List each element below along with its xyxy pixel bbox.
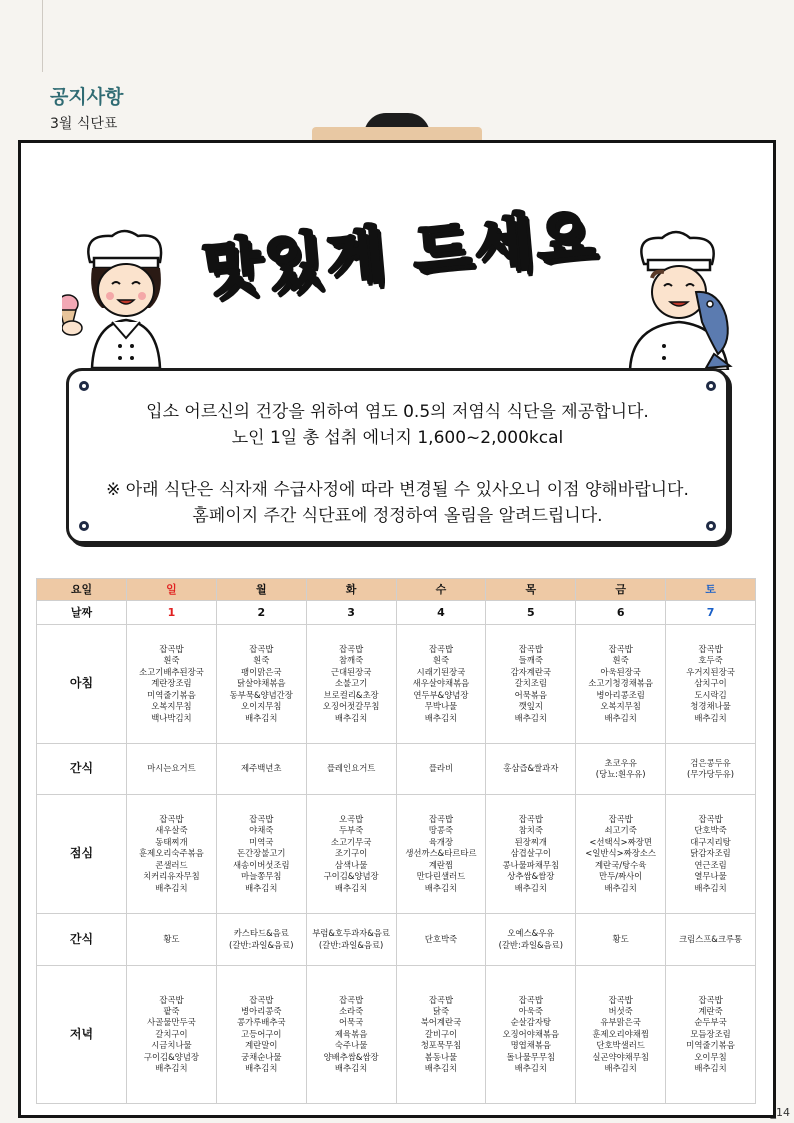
menu-item: 잡곡밥 (608, 814, 633, 825)
weekday-cell: 토 (666, 579, 756, 601)
menu-item: 조기구이 (334, 848, 368, 859)
menu-cell (486, 966, 576, 1104)
weekday-cell: 일 (127, 579, 217, 601)
menu-item: 들깨죽 (518, 655, 543, 666)
menu-item: 배추김치 (155, 882, 188, 893)
menu-item: 돈간장불고기 (236, 848, 286, 859)
menu-item: 배추김치 (694, 712, 727, 723)
menu-item: 오이지무침 (241, 701, 282, 712)
menu-item: 새우살야채볶음 (412, 678, 470, 689)
menu-cell (486, 744, 576, 795)
menu-item: 잡곡밥 (608, 644, 633, 655)
menu-item: 구이김&양념장 (143, 1051, 199, 1062)
breakfast-row (37, 625, 756, 744)
menu-item: 오징어젓갈무침 (322, 701, 380, 712)
dinner-row (37, 966, 756, 1104)
menu-item: 계란장조림 (151, 678, 192, 689)
date-cell: 7 (666, 601, 756, 625)
menu-item: 잡곡밥 (249, 644, 274, 655)
menu-item: 배추김치 (155, 1063, 188, 1074)
menu-item: 배추김치 (514, 712, 547, 723)
menu-item: 플레인요거트 (326, 763, 376, 774)
day-label-cell: 요일 (37, 579, 127, 601)
chef-man-illustration (618, 230, 743, 370)
menu-item: (당뇨:흰우유) (595, 769, 646, 779)
menu-item: 계란찜 (428, 859, 454, 870)
menu-item: 닭죽 (432, 1005, 450, 1016)
meal-label-cell: 저녁 (37, 966, 127, 1104)
menu-item: 배추김치 (424, 712, 458, 723)
menu-cell (216, 914, 306, 966)
menu-cell (486, 914, 576, 966)
menu-item: 마늘쫑무침 (241, 871, 282, 882)
menu-item: 잡곡밥 (338, 644, 364, 655)
menu-item: 참치죽 (518, 825, 543, 836)
menu-item: 오이무침 (694, 1051, 727, 1062)
menu-item: 단호박죽 (694, 825, 727, 836)
rivet-decoration (706, 521, 716, 531)
menu-item: 흰죽 (253, 655, 270, 666)
menu-cell (576, 966, 666, 1104)
menu-cell (396, 625, 486, 744)
menu-item: 계란말이 (245, 1040, 278, 1051)
menu-item: 상추쌈&쌈장 (507, 871, 555, 882)
menu-item: 부럼&호두과자&음료 (312, 928, 390, 939)
menu-item: 어묵국 (338, 1017, 364, 1028)
menu-item: 단호박샐러드 (596, 1040, 645, 1051)
menu-item: 배추김치 (604, 1063, 637, 1074)
menu-item: 동부묵&양념간장 (229, 689, 293, 700)
menu-item: 소고기청경채볶음 (588, 678, 653, 689)
menu-item: 배추김치 (334, 1063, 368, 1074)
menu-item: 오복지무침 (600, 701, 641, 712)
menu-item: 닭살야채볶음 (236, 678, 286, 689)
menu-cell (396, 744, 486, 795)
menu-item: 숙주나물 (334, 1040, 368, 1051)
menu-item: (갈반:과일&음료) (498, 939, 564, 950)
menu-item: 야채죽 (249, 825, 274, 836)
menu-item: 크림스프&크루통 (678, 933, 743, 944)
weekday-cell: 금 (576, 579, 666, 601)
menu-item: 어묵볶음 (514, 689, 547, 700)
menu-item: 청포묵무침 (420, 1040, 462, 1051)
menu-cell (666, 625, 756, 744)
date-cell: 5 (486, 601, 576, 625)
menu-item: 삼겹살구이 (510, 848, 552, 859)
menu-item: 잡곡밥 (249, 994, 274, 1005)
menu-item: 배추김치 (245, 712, 278, 723)
menu-item: 잡곡밥 (159, 994, 184, 1005)
menu-item: 플라비 (428, 763, 454, 774)
menu-item: 갈비구이 (424, 1028, 458, 1039)
menu-item: 잡곡밥 (428, 814, 454, 825)
menu-cell (306, 966, 396, 1104)
menu-item: 마시는요거트 (147, 763, 196, 774)
rivet-decoration (706, 381, 716, 391)
menu-item: 고등어구이 (241, 1028, 282, 1039)
notice-box (66, 368, 729, 544)
menu-item: 황도 (163, 933, 180, 944)
date-cell: 4 (396, 601, 486, 625)
menu-item: 순살감자탕 (510, 1017, 552, 1028)
menu-item: 호두죽 (698, 655, 723, 666)
menu-item: 배추김치 (604, 712, 637, 723)
notice-line: 노인 1일 총 섭취 에너지 1,600~2,000kcal (231, 428, 564, 448)
menu-item: 콘샐러드 (155, 859, 188, 870)
meal-label-cell: 간식 (37, 744, 127, 795)
menu-item: 우거지된장국 (686, 666, 735, 677)
page-number: _14 (770, 1106, 790, 1119)
menu-item: 콩가루배추국 (236, 1017, 286, 1028)
menu-item: 새우살죽 (155, 825, 188, 836)
menu-item: 잡곡밥 (428, 644, 454, 655)
menu-cell (127, 625, 217, 744)
menu-item: (무가당두유) (687, 769, 735, 779)
menu-cell (216, 625, 306, 744)
menu-cell (127, 744, 217, 795)
headline: 맛있게 드세요 (199, 200, 602, 306)
menu-item: 잡곡밥 (428, 994, 454, 1005)
menu-item: 무박나물 (424, 701, 458, 712)
menu-item: 배추김치 (514, 1063, 547, 1074)
menu-cell (396, 966, 486, 1104)
date-cell: 2 (216, 601, 306, 625)
menu-item: 두부죽 (338, 825, 364, 836)
menu-item: 카스타드&음료 (233, 928, 289, 939)
meal-label-cell: 간식 (37, 914, 127, 966)
menu-item: 황도 (612, 933, 629, 944)
menu-item: 삼색나물 (334, 859, 368, 870)
menu-item: 잡곡밥 (518, 994, 543, 1005)
menu-item: 배추김치 (604, 882, 637, 893)
menu-cell (666, 966, 756, 1104)
menu-item: 배추김치 (424, 882, 458, 893)
menu-item: 감자계란국 (510, 666, 552, 677)
lunch-row (37, 795, 756, 914)
menu-item: 팽이맑은국 (241, 666, 282, 677)
menu-item: 배추김치 (334, 882, 368, 893)
menu-item: 단호박죽 (424, 933, 458, 944)
menu-item: 배추김치 (245, 882, 278, 893)
menu-item: 배추김치 (245, 1063, 278, 1074)
meal-label-cell: 아침 (37, 625, 127, 744)
menu-cell (306, 625, 396, 744)
menu-item: 버섯죽 (608, 1005, 633, 1016)
menu-item: (갈반:과일&음료) (229, 939, 294, 950)
date-cell: 3 (306, 601, 396, 625)
menu-item: 새송이버섯조림 (232, 859, 290, 870)
menu-item: 시금치나물 (151, 1040, 192, 1051)
menu-item: 아욱죽 (518, 1005, 543, 1016)
menu-cell (576, 914, 666, 966)
menu-item: 잡곡밥 (518, 644, 543, 655)
menu-cell (306, 795, 396, 914)
menu-item: 봄동나물 (424, 1051, 458, 1062)
meal-menu-table (36, 578, 756, 1104)
margin-rule (42, 0, 43, 72)
notice-line: 홈페이지 주간 식단표에 정정하여 올림을 알려드립니다. (192, 506, 603, 526)
menu-item: 사골물만두국 (147, 1017, 196, 1028)
menu-item: 제육볶음 (334, 1028, 368, 1039)
meal-label-cell: 점심 (37, 795, 127, 914)
menu-item: 잡곡밥 (698, 814, 723, 825)
menu-item: 배추김치 (424, 1063, 458, 1074)
menu-item: 북어계란국 (420, 1017, 462, 1028)
menu-cell (666, 914, 756, 966)
menu-item: 잡곡밥 (698, 644, 723, 655)
weekday-cell: 목 (486, 579, 576, 601)
weekday-cell: 월 (216, 579, 306, 601)
menu-item: 삼치구이 (694, 678, 727, 689)
date-cell: 1 (127, 601, 217, 625)
menu-item: 흰죽 (612, 655, 629, 666)
menu-item: <일반식>짜장소스 (585, 848, 656, 859)
menu-cell (396, 795, 486, 914)
menu-item: 모듬장조림 (690, 1028, 731, 1039)
menu-item: 배추김치 (334, 712, 368, 723)
menu-item: 순두부국 (694, 1017, 727, 1028)
menu-item: 소라죽 (338, 1005, 364, 1016)
menu-item: 배추김치 (694, 882, 727, 893)
rivet-decoration (79, 521, 89, 531)
notice-line: 입소 어르신의 건강을 위하여 염도 0.5의 저염식 식단을 제공합니다. (146, 402, 649, 422)
menu-item: 양배추쌈&쌈장 (323, 1051, 379, 1062)
menu-item: 닭감자조림 (690, 848, 731, 859)
date-cell: 6 (576, 601, 666, 625)
menu-item: 팥죽 (163, 1005, 180, 1016)
menu-cell (216, 966, 306, 1104)
menu-item: 계란죽 (698, 1005, 723, 1016)
menu-item: 잡곡밥 (159, 814, 184, 825)
menu-item: <선택식>짜장면 (589, 836, 652, 847)
menu-item: 땅콩죽 (428, 825, 454, 836)
menu-item: 검은콩두유 (690, 757, 731, 768)
menu-item: 제주백년초 (241, 763, 282, 774)
menu-item: 갈치구이 (155, 1028, 188, 1039)
menu-item: 명엽채볶음 (510, 1040, 552, 1051)
menu-item: 흰죽 (432, 655, 450, 666)
date-label-cell: 날짜 (37, 601, 127, 625)
menu-item: 미역국 (249, 836, 274, 847)
menu-item: 오복지무침 (151, 701, 192, 712)
menu-item: 잡곡밥 (698, 994, 723, 1005)
menu-item: 아욱된장국 (600, 666, 641, 677)
menu-item: 연근조림 (694, 859, 727, 870)
menu-item: 만두/짜사이 (599, 871, 643, 882)
menu-item: 초코우유 (604, 757, 637, 768)
menu-item: 쇠고기죽 (604, 825, 637, 836)
menu-item: 된장찌개 (514, 836, 547, 847)
menu-item: 미역줄기볶음 (147, 689, 196, 700)
menu-item: 육개장 (428, 836, 454, 847)
menu-item: 대구지리탕 (690, 836, 731, 847)
menu-item: 치커리유자무침 (143, 871, 200, 882)
menu-item: 열무나물 (694, 871, 727, 882)
menu-item: 오곡밥 (338, 814, 364, 825)
menu-item: 브로컬리&초장 (323, 689, 379, 700)
menu-item: 근대된장국 (330, 666, 372, 677)
menu-cell (306, 744, 396, 795)
menu-item: 콩나물파채무침 (502, 859, 560, 870)
date-row (37, 601, 756, 625)
weekday-cell: 수 (396, 579, 486, 601)
menu-item: 만다린샐러드 (416, 871, 466, 882)
chef-woman-illustration (62, 228, 192, 368)
menu-item: 소고기무국 (330, 836, 372, 847)
menu-item: 병아리콩조림 (596, 689, 645, 700)
menu-cell (486, 795, 576, 914)
menu-item: 홍삼즙&쌀과자 (503, 763, 559, 774)
menu-item: 훈제오리야채찜 (592, 1028, 649, 1039)
menu-cell (127, 795, 217, 914)
menu-item: 참깨죽 (338, 655, 364, 666)
menu-item: 궁채순나물 (241, 1051, 282, 1062)
menu-cell (666, 795, 756, 914)
weekday-header-row (37, 579, 756, 601)
menu-item: 병아리콩죽 (241, 1005, 282, 1016)
rivet-decoration (79, 381, 89, 391)
menu-item: 배추김치 (694, 1063, 727, 1074)
menu-item: 오징어야채볶음 (502, 1028, 560, 1039)
menu-item: 시래기된장국 (416, 666, 466, 677)
menu-cell (396, 914, 486, 966)
menu-cell (216, 744, 306, 795)
menu-item: 청경채나물 (690, 701, 731, 712)
menu-cell (306, 914, 396, 966)
menu-cell (486, 625, 576, 744)
menu-item: 생선까스&타르타르 (405, 848, 477, 859)
menu-item: 잡곡밥 (338, 994, 364, 1005)
menu-item: 잡곡밥 (518, 814, 543, 825)
weekday-cell: 화 (306, 579, 396, 601)
menu-item: 잡곡밥 (249, 814, 274, 825)
menu-item: 깻잎지 (518, 701, 543, 712)
menu-item: 돌나물무무침 (506, 1051, 556, 1062)
morning-snack-row (37, 744, 756, 795)
menu-item: 구이김&양념장 (323, 871, 379, 882)
menu-item: 도시락김 (694, 689, 727, 700)
afternoon-snack-row (37, 914, 756, 966)
menu-item: 유부맑은국 (600, 1017, 641, 1028)
menu-item: 백나박김치 (151, 712, 192, 723)
menu-cell (576, 744, 666, 795)
menu-item: 소불고기 (334, 678, 368, 689)
menu-cell (127, 966, 217, 1104)
menu-item: 소고기배추된장국 (139, 666, 204, 677)
menu-cell (576, 795, 666, 914)
menu-cell (576, 625, 666, 744)
menu-item: 훈제오리숙주볶음 (139, 848, 204, 859)
notice-line: ※ 아래 식단은 식자재 수급사정에 따라 변경될 수 있사오니 이점 양해바랍니다. (106, 480, 689, 500)
menu-item: 잡곡밥 (159, 644, 184, 655)
menu-item: 잡곡밥 (608, 994, 633, 1005)
menu-item: 실곤약야채무침 (592, 1051, 649, 1062)
menu-cell (666, 744, 756, 795)
menu-item: 갈치조림 (514, 678, 547, 689)
menu-item: 연두부&양념장 (413, 689, 469, 700)
menu-item: 계란국/탕수육 (594, 859, 647, 870)
menu-item: 배추김치 (514, 882, 547, 893)
menu-item: 미역줄기볶음 (686, 1040, 735, 1051)
menu-item: 동태찌개 (155, 836, 188, 847)
menu-cell (127, 914, 217, 966)
menu-item: (갈반:과일&음료) (318, 939, 384, 950)
menu-item: 흰죽 (163, 655, 180, 666)
section-title: 공지사항 (50, 86, 124, 108)
menu-cell (216, 795, 306, 914)
menu-item: 오예스&우유 (507, 928, 555, 939)
section-subtitle: 3월 식단표 (50, 116, 118, 132)
